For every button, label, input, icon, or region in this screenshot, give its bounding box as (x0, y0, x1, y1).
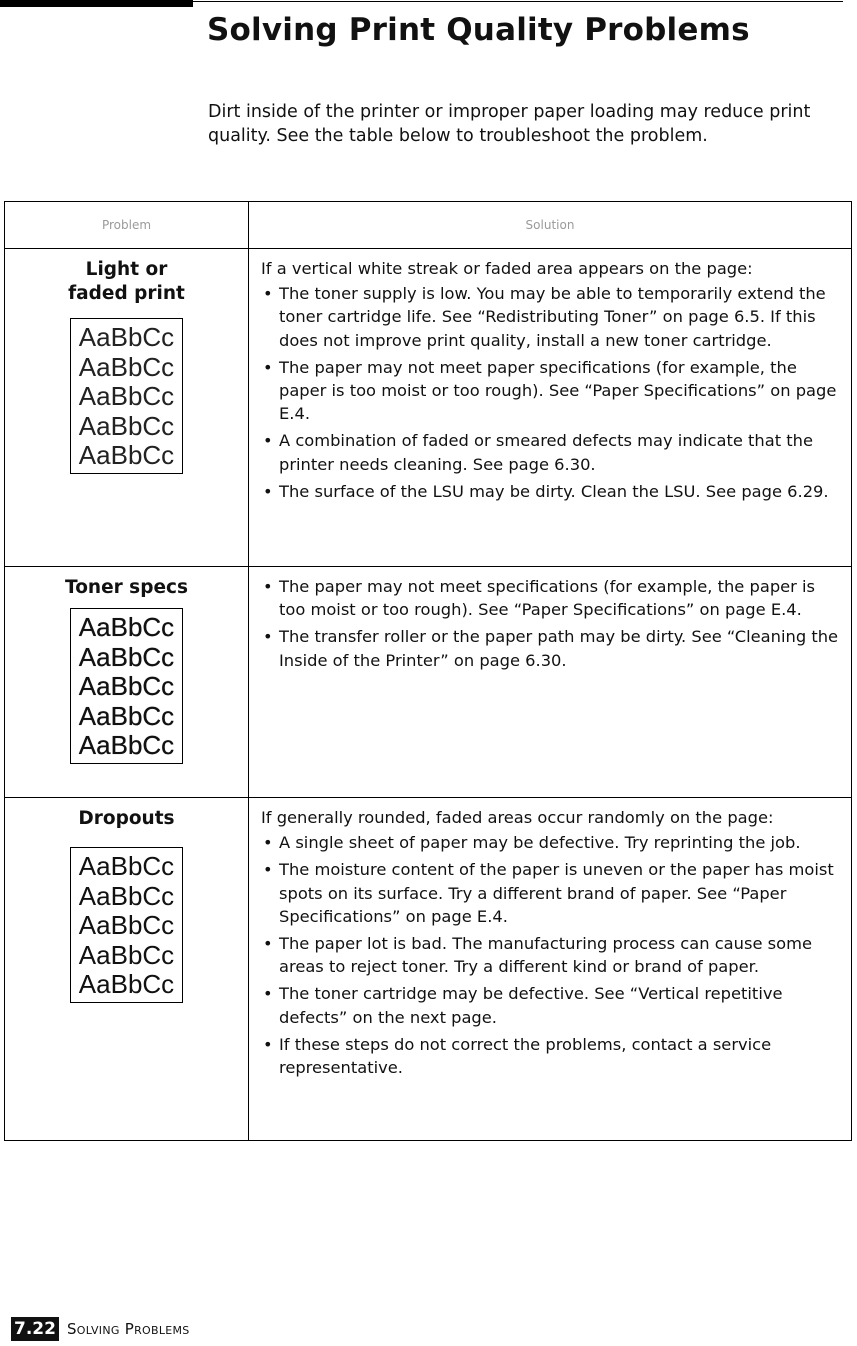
condition-cell (5, 798, 249, 1141)
condition-label: Light or faded print (68, 259, 185, 304)
sample-line: AaBbCc (78, 671, 175, 701)
list-item: • A combination of faded or smeared defects may indicate that the printer needs cleaning. See page 6.30. (261, 429, 841, 475)
solution-cell (249, 249, 852, 567)
table-row (5, 567, 852, 798)
condition-cell (5, 567, 249, 798)
sample-line: AaBbCc (78, 641, 175, 672)
sample-line: AaBbCc (78, 381, 175, 411)
table-row (5, 249, 852, 567)
solution-list (261, 575, 841, 672)
dropouts-sample (70, 847, 183, 1003)
list-item: • The paper lot is bad. The manufacturing process can cause some areas to reject toner. Try a different kind or brand of paper. (261, 932, 841, 978)
table-row (5, 798, 852, 1141)
condition-cell (5, 249, 249, 567)
header-rule (193, 1, 843, 2)
intro-paragraph: Dirt inside of the printer or improper paper loading may reduce print quality. See the table below to troubleshoot the problem. (208, 102, 811, 146)
sample-line: AaBbCc (78, 969, 175, 999)
sample-line: AaBbCc (78, 730, 175, 760)
table-header-row (5, 202, 852, 249)
sample-line: AaBbCc (78, 851, 175, 881)
solution-list (261, 831, 841, 1079)
sample-line: AaBbCc (78, 612, 175, 642)
list-item: • The paper may not meet paper specifications (for example, the paper is too moist or too rough). See “Paper Specifications” on page E.4. (261, 356, 841, 426)
solution-cell (249, 567, 852, 798)
section-name: Solving Problems (66, 1320, 190, 1338)
page-footer (11, 1317, 190, 1341)
condition-label: Toner specs (65, 577, 188, 598)
sample-line: AaBbCc (78, 351, 175, 382)
header-condition: Problem (5, 202, 249, 249)
sample-line: AaBbCc (78, 939, 175, 970)
solution-list (261, 282, 841, 503)
list-item: • The moisture content of the paper is uneven or the paper has moist spots on its surface. Try a different brand of paper. See “Paper Specifications” on page E.4. (261, 858, 841, 928)
list-item: • The surface of the LSU may be dirty. Clean the LSU. See page 6.29. (261, 480, 841, 503)
sample-line: AaBbCc (78, 880, 175, 911)
solution-lead: If generally rounded, faded areas occur randomly on the page: (261, 808, 774, 827)
list-item: • A single sheet of paper may be defective. Try reprinting the job. (261, 831, 841, 854)
sample-line: AaBbCc (78, 322, 175, 352)
list-item: • If these steps do not correct the problems, contact a service representative. (261, 1033, 841, 1079)
condition-label: Dropouts (78, 808, 175, 829)
solution-cell (249, 798, 852, 1141)
header-solution: Solution (249, 202, 852, 249)
list-item: • The paper may not meet specifications (for example, the paper is too moist or too rough). See “Paper Specifications” on page E.4. (261, 575, 841, 621)
header-accent-bar (0, 0, 193, 7)
sample-line: AaBbCc (78, 440, 175, 470)
toner-specs-sample (70, 608, 183, 764)
page-number: 7.22 (11, 1317, 59, 1341)
sample-line: AaBbCc (78, 910, 175, 940)
sample-line: AaBbCc (78, 410, 175, 441)
sample-line: AaBbCc (78, 700, 175, 731)
list-item: • The toner supply is low. You may be able to temporarily extend the toner cartridge life. See “Redistributing Toner” on page 6.5. If this does not improve print quality, install a new toner cartridge. (261, 282, 841, 352)
page-title: Solving Print Quality Problems (207, 12, 750, 48)
troubleshooting-table (4, 201, 852, 1141)
list-item: • The toner cartridge may be defective. See “Vertical repetitive defects” on the next page. (261, 982, 841, 1028)
list-item: • The transfer roller or the paper path may be dirty. See “Cleaning the Inside of the Printer” on page 6.30. (261, 625, 841, 671)
faded-print-sample (70, 318, 183, 474)
solution-lead: If a vertical white streak or faded area appears on the page: (261, 259, 753, 278)
